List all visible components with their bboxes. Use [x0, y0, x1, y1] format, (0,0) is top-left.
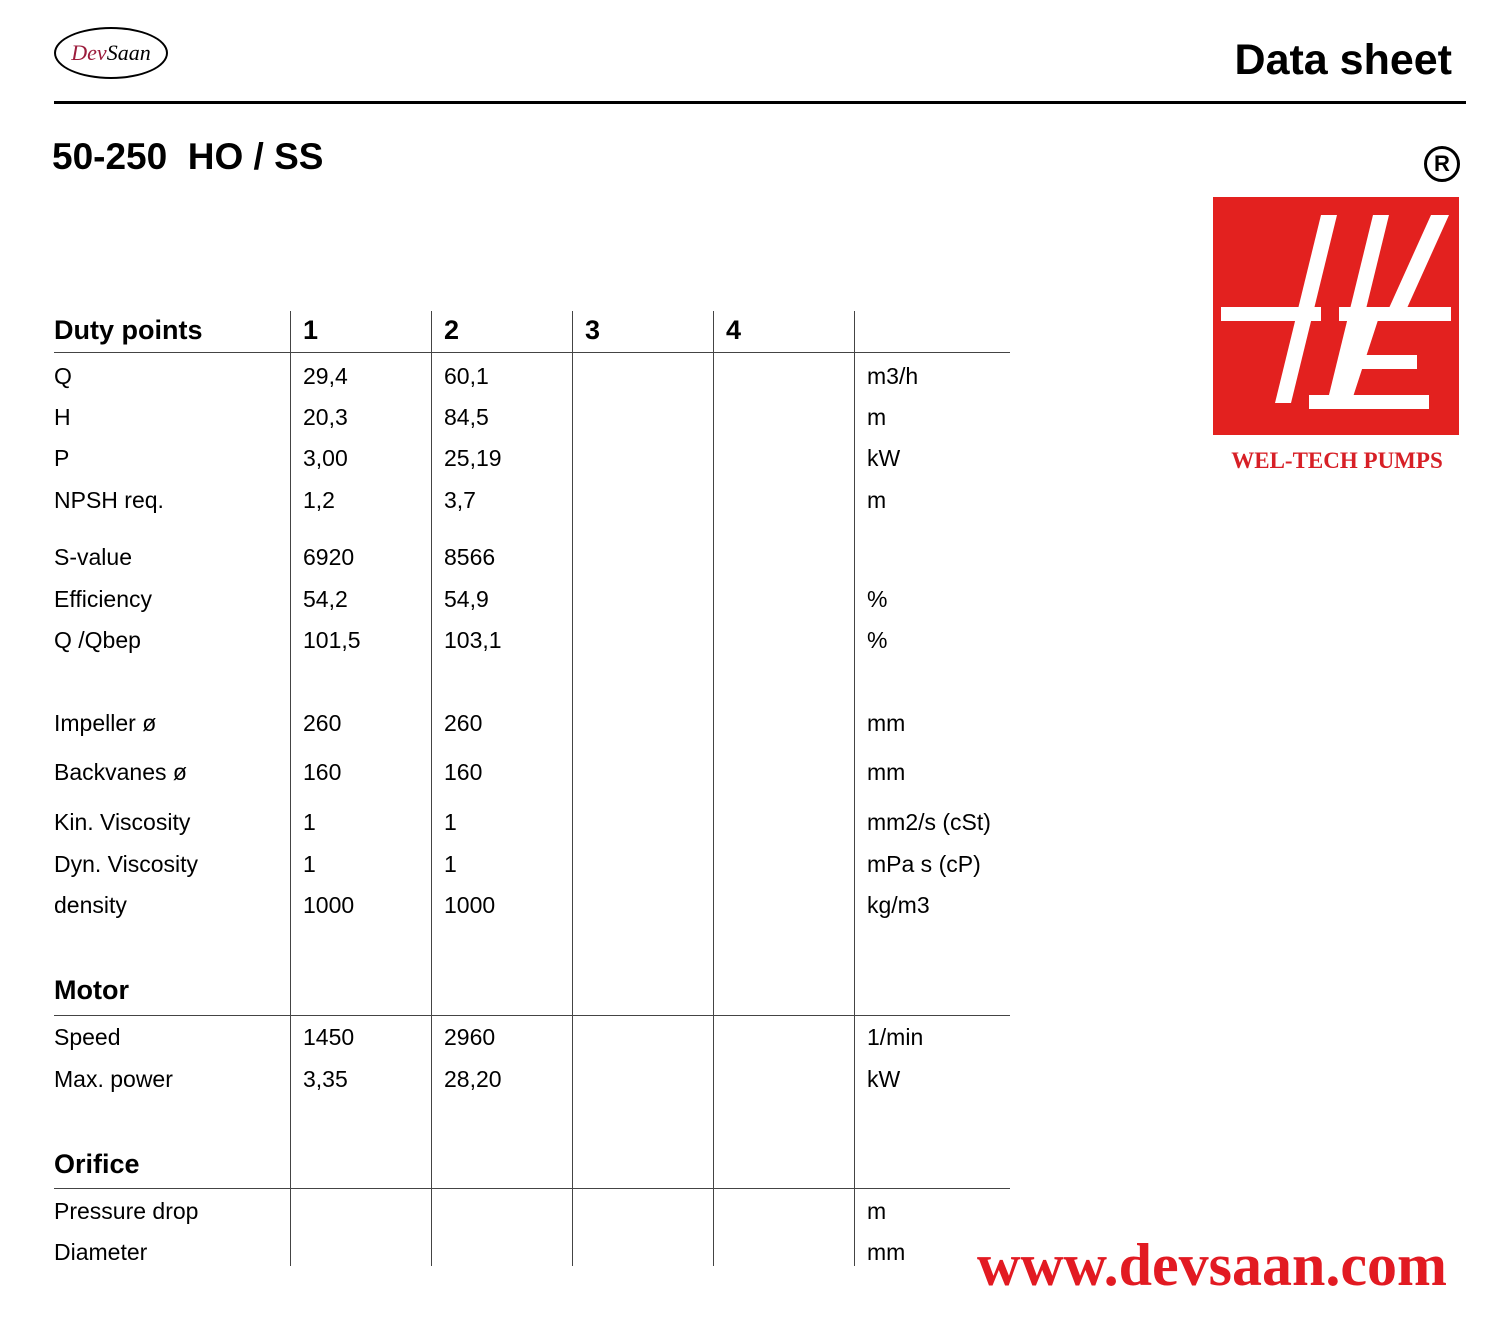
row-unit: mm	[867, 759, 906, 785]
row-unit: mm	[867, 1239, 906, 1265]
row-label: H	[54, 404, 71, 430]
cell-value: 25,19	[444, 445, 502, 471]
cell-value: 1	[303, 809, 316, 835]
cell-value: 54,2	[303, 586, 348, 612]
cell-value: 3,35	[303, 1066, 348, 1092]
cell-value: 84,5	[444, 404, 489, 430]
section-heading-motor: Motor	[54, 975, 129, 1005]
website-url[interactable]: www.devsaan.com	[977, 1232, 1448, 1298]
row-label: Q	[54, 363, 72, 389]
section-heading-orifice: Orifice	[54, 1149, 140, 1179]
document-title: Data sheet	[1234, 36, 1452, 84]
row-label: density	[54, 892, 127, 918]
column-divider	[572, 311, 573, 1266]
brand-name: WEL-TECH PUMPS	[1231, 448, 1443, 473]
cell-value: 1000	[303, 892, 355, 918]
cell-value: 160	[303, 759, 342, 785]
row-unit: mm	[867, 710, 906, 736]
row-unit: 1/min	[867, 1024, 924, 1050]
cell-value: 54,9	[444, 586, 489, 612]
row-label: Max. power	[54, 1066, 173, 1092]
row-divider	[54, 1188, 1010, 1189]
column-header: 1	[303, 315, 319, 345]
registered-mark-icon: R	[1424, 146, 1460, 182]
row-unit: mPa s (cP)	[867, 851, 981, 877]
cell-value: 1,2	[303, 487, 335, 513]
row-label: Speed	[54, 1024, 121, 1050]
cell-value: 1000	[444, 892, 496, 918]
row-label: P	[54, 445, 70, 471]
row-label: Backvanes ø	[54, 759, 187, 785]
row-label: Efficiency	[54, 586, 153, 612]
cell-value: 1	[444, 851, 457, 877]
cell-value: 160	[444, 759, 483, 785]
cell-value: 2960	[444, 1024, 496, 1050]
cell-value: 103,1	[444, 627, 502, 653]
devsaan-logo-text: DevSaan	[71, 40, 151, 65]
row-label: NPSH req.	[54, 487, 164, 513]
column-header: 4	[726, 315, 742, 345]
row-label: Dyn. Viscosity	[54, 851, 199, 877]
cell-value: 20,3	[303, 404, 348, 430]
model-title: 50-250 HO / SS	[52, 136, 324, 177]
column-divider	[290, 311, 291, 1266]
row-unit: kg/m3	[867, 892, 930, 918]
cell-value: 3,00	[303, 445, 348, 471]
cell-value: 1450	[303, 1024, 355, 1050]
cell-value: 1	[444, 809, 457, 835]
cell-value: 60,1	[444, 363, 489, 389]
row-label: S-value	[54, 544, 132, 570]
weltech-logo-icon	[1213, 197, 1459, 435]
row-unit: %	[867, 586, 888, 612]
cell-value: 101,5	[303, 627, 361, 653]
cell-value: 260	[444, 710, 483, 736]
row-unit: m	[867, 1198, 887, 1224]
column-divider	[854, 311, 855, 1266]
row-label: Kin. Viscosity	[54, 809, 191, 835]
row-unit: m	[867, 404, 887, 430]
header-divider	[54, 101, 1466, 104]
cell-value: 29,4	[303, 363, 348, 389]
row-unit: kW	[867, 445, 901, 471]
column-divider	[431, 311, 432, 1266]
section-heading-duty-points: Duty points	[54, 315, 203, 345]
cell-value: 1	[303, 851, 316, 877]
row-divider	[54, 352, 1010, 353]
cell-value: 8566	[444, 544, 496, 570]
row-label: Impeller ø	[54, 710, 157, 736]
weltech-logo-graphic	[1213, 197, 1459, 435]
cell-value: 260	[303, 710, 342, 736]
devsaan-logo	[54, 27, 168, 79]
row-label: Pressure drop	[54, 1198, 199, 1224]
row-unit: m	[867, 487, 887, 513]
row-label: Q /Qbep	[54, 627, 141, 653]
column-header: 2	[444, 315, 460, 345]
row-divider	[54, 1015, 1010, 1016]
row-unit: %	[867, 627, 888, 653]
column-divider	[713, 311, 714, 1266]
row-unit: mm2/s (cSt)	[867, 809, 991, 835]
column-header: 3	[585, 315, 601, 345]
row-unit: m3/h	[867, 363, 919, 389]
cell-value: 3,7	[444, 487, 476, 513]
cell-value: 28,20	[444, 1066, 502, 1092]
row-unit: kW	[867, 1066, 901, 1092]
row-label: Diameter	[54, 1239, 148, 1265]
cell-value: 6920	[303, 544, 355, 570]
